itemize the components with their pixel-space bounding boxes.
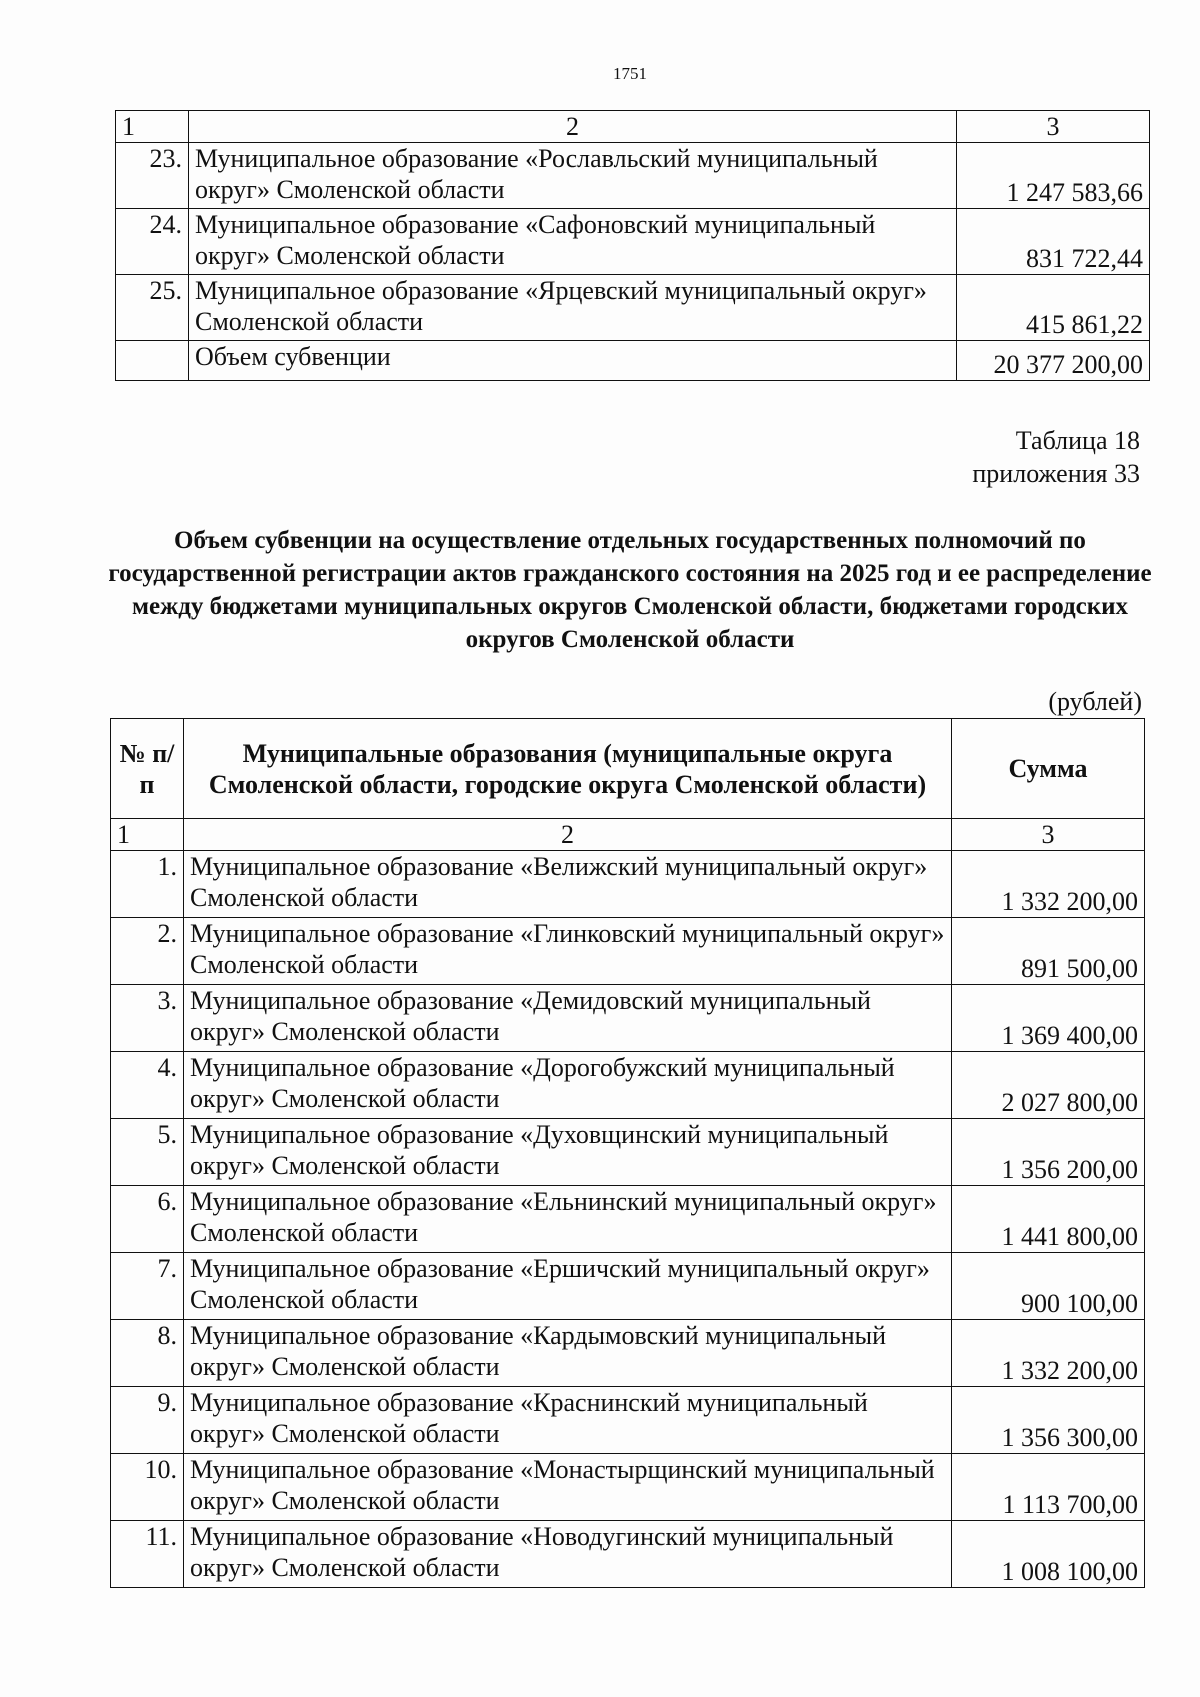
- document-title: Объем субвенции на осуществление отдельных государственных полномочий по государственной регистрации актов гражданского состояния на 2025 год и ее распределение между бюджетами муниципальных округов Смоленской области, бюджетами городских округов Смоленской области: [108, 527, 1152, 653]
- row-number: 3.: [111, 985, 184, 1052]
- table-label-line2: приложения 33: [972, 459, 1140, 488]
- row-number: 5.: [111, 1119, 184, 1186]
- table-label-line1: Таблица 18: [1015, 426, 1140, 455]
- table-header-row: [116, 111, 1150, 143]
- row-number: 4.: [111, 1052, 184, 1119]
- row-name: Муниципальное образование «Духовщинский муниципальный округ» Смоленской области: [184, 1119, 952, 1186]
- row-sum: 2 027 800,00: [952, 1052, 1145, 1119]
- row-sum: 1 369 400,00: [952, 985, 1145, 1052]
- row-name: Муниципальное образование «Демидовский муниципальный округ» Смоленской области: [184, 985, 952, 1052]
- total-label: Объем субвенции: [189, 341, 957, 381]
- total-sum: 20 377 200,00: [957, 341, 1150, 381]
- row-name: Муниципальное образование «Новодугинский муниципальный округ» Смоленской области: [184, 1521, 952, 1588]
- row-name: Муниципальное образование «Ельнинский муниципальный округ» Смоленской области: [184, 1186, 952, 1253]
- row-sum: 1 356 300,00: [952, 1387, 1145, 1454]
- numbering-cell: 2: [184, 819, 952, 851]
- table-row: [111, 1320, 1145, 1387]
- table-head-row: [111, 719, 1145, 819]
- row-sum: 900 100,00: [952, 1253, 1145, 1320]
- empty-cell: [116, 341, 189, 381]
- row-name: Муниципальное образование «Монастырщинский муниципальный округ» Смоленской области: [184, 1454, 952, 1521]
- header-cell: 2: [189, 111, 957, 143]
- row-number: 24.: [116, 209, 189, 275]
- header-cell: 3: [957, 111, 1150, 143]
- numbering-row: [111, 819, 1145, 851]
- table-row: [111, 918, 1145, 985]
- row-sum: 1 332 200,00: [952, 851, 1145, 918]
- numbering-cell: 1: [111, 819, 184, 851]
- row-sum: 1 008 100,00: [952, 1521, 1145, 1588]
- column-header-municipality: Муниципальные образования (муниципальные округа Смоленской области, городские округа Смоленской области): [184, 719, 952, 819]
- numbering-cell: 3: [952, 819, 1145, 851]
- table-row: [111, 985, 1145, 1052]
- table-row: [111, 1454, 1145, 1521]
- row-number: 7.: [111, 1253, 184, 1320]
- row-name: Муниципальное образование «Ярцевский муниципальный округ» Смоленской области: [189, 275, 957, 341]
- row-name: Муниципальное образование «Дорогобужский муниципальный округ» Смоленской области: [184, 1052, 952, 1119]
- table-row: [111, 1521, 1145, 1588]
- row-name: Муниципальное образование «Рославльский муниципальный округ» Смоленской области: [189, 143, 957, 209]
- row-number: 9.: [111, 1387, 184, 1454]
- row-sum: 1 113 700,00: [952, 1454, 1145, 1521]
- table-row: [116, 143, 1150, 209]
- row-number: 23.: [116, 143, 189, 209]
- row-number: 10.: [111, 1454, 184, 1521]
- row-sum: 415 861,22: [957, 275, 1150, 341]
- table-row: [111, 1186, 1145, 1253]
- row-number: 25.: [116, 275, 189, 341]
- row-sum: 1 441 800,00: [952, 1186, 1145, 1253]
- column-header-sum: Сумма: [952, 719, 1145, 819]
- table-row: [116, 275, 1150, 341]
- row-name: Муниципальное образование «Краснинский муниципальный округ» Смоленской области: [184, 1387, 952, 1454]
- table-row: [116, 209, 1150, 275]
- row-sum: 891 500,00: [952, 918, 1145, 985]
- continuation-table: [115, 110, 1150, 381]
- table-row: [111, 1052, 1145, 1119]
- table-row: [111, 1253, 1145, 1320]
- page-number: 1751: [613, 64, 647, 83]
- row-number: 6.: [111, 1186, 184, 1253]
- row-sum: 1 332 200,00: [952, 1320, 1145, 1387]
- total-row: [116, 341, 1150, 381]
- table-row: [111, 851, 1145, 918]
- row-number: 8.: [111, 1320, 184, 1387]
- row-sum: 1 356 200,00: [952, 1119, 1145, 1186]
- distribution-table: [110, 718, 1145, 1588]
- row-number: 2.: [111, 918, 184, 985]
- table-row: [111, 1387, 1145, 1454]
- units-label: (рублей): [1048, 687, 1142, 716]
- row-name: Муниципальное образование «Сафоновский муниципальный округ» Смоленской области: [189, 209, 957, 275]
- row-name: Муниципальное образование «Велижский муниципальный округ» Смоленской области: [184, 851, 952, 918]
- row-name: Муниципальное образование «Кардымовский муниципальный округ» Смоленской области: [184, 1320, 952, 1387]
- row-name: Муниципальное образование «Ершичский муниципальный округ» Смоленской области: [184, 1253, 952, 1320]
- row-sum: 1 247 583,66: [957, 143, 1150, 209]
- row-sum: 831 722,44: [957, 209, 1150, 275]
- row-number: 1.: [111, 851, 184, 918]
- header-cell: 1: [116, 111, 189, 143]
- column-header-number: № п/п: [111, 719, 184, 819]
- row-number: 11.: [111, 1521, 184, 1588]
- row-name: Муниципальное образование «Глинковский муниципальный округ» Смоленской области: [184, 918, 952, 985]
- table-row: [111, 1119, 1145, 1186]
